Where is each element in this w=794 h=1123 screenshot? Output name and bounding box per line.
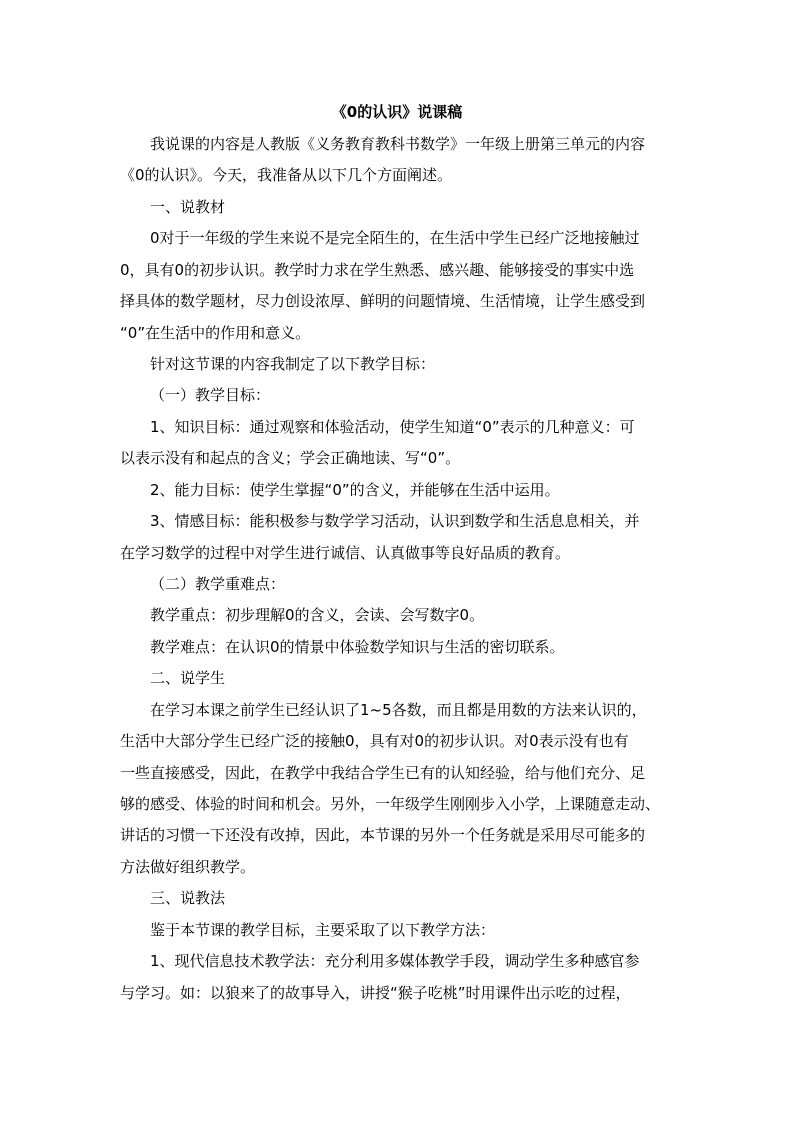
text-line: 一些直接感受，因此，在教学中我结合学生已有的认知经验，给与他们充分、足 [120, 764, 646, 782]
text-line: 针对这节课的内容我制定了以下教学目标： [150, 355, 436, 373]
text-line: 讲话的习惯一下还没有改掉，因此，本节课的另外一个任务就是采用尽可能多的 [120, 826, 646, 844]
text-line: 教学重点：初步理解0的含义，会读、会写数字0。 [150, 606, 485, 624]
text-line: “0”在生活中的作用和意义。 [120, 324, 311, 342]
text-line: 在学习本课之前学生已经认识了1~5各数，而且都是用数的方法来认识的， [150, 701, 647, 719]
text-line: 我说课的内容是人教版《义务教育教科书数学》一年级上册第三单元的内容 [150, 135, 646, 153]
subsection-heading: （二）教学重难点： [150, 575, 286, 593]
text-line: 教学难点：在认识0的情景中体验数学知识与生活的密切联系。 [150, 638, 565, 656]
text-line: 与学习。如：以狼来了的故事导入，讲授“猴子吃桃”时用课件出示吃的过程， [120, 984, 631, 1002]
section-heading: 一、说教材 [150, 198, 226, 216]
text-line: 3、情感目标：能积极参与数学学习活动，认识到数学和生活息息相关，并 [150, 512, 640, 530]
section-heading: 二、说学生 [150, 669, 226, 687]
section-heading: 三、说教法 [150, 889, 226, 907]
text-line: 1、知识目标：通过观察和体验活动，使学生知道“0”表示的几种意义：可 [150, 418, 635, 436]
text-line: 0，具有0的初步认识。教学时力求在学生熟悉、感兴趣、能够接受的事实中选 [120, 261, 635, 279]
page-title: 《0的认识》说课稿 [331, 103, 463, 121]
text-line: 1、现代信息技术教学法：充分利用多媒体教学手段，调动学生多种感官参 [150, 952, 640, 970]
text-line: 《0的认识》。今天，我准备从以下几个方面阐述。 [120, 166, 453, 184]
text-line: 生活中大部分学生已经广泛的接触0，具有对0的初步认识。对0表示没有也有 [120, 732, 629, 750]
text-line: 在学习数学的过程中对学生进行诚信、认真做事等良好品质的教育。 [120, 544, 571, 562]
text-line: 够的感受、体验的时间和机会。另外，一年级学生刚刚步入小学，上课随意走动、 [120, 795, 661, 813]
text-line: 择具体的数学题材，尽力创设浓厚、鲜明的问题情境、生活情境，让学生感受到 [120, 292, 646, 310]
text-line: 0对于一年级的学生来说不是完全陌生的，在生活中学生已经广泛地接触过 [150, 229, 640, 247]
text-line: 以表示没有和起点的含义；学会正确地读、写“0”。 [120, 449, 461, 467]
text-line: 鉴于本节课的教学目标，主要采取了以下教学方法： [150, 921, 496, 939]
subsection-heading: （一）教学目标： [150, 386, 271, 404]
text-line: 2、能力目标：使学生掌握“0”的含义，并能够在生活中运用。 [150, 481, 560, 499]
text-line: 方法做好组织教学。 [120, 858, 256, 876]
